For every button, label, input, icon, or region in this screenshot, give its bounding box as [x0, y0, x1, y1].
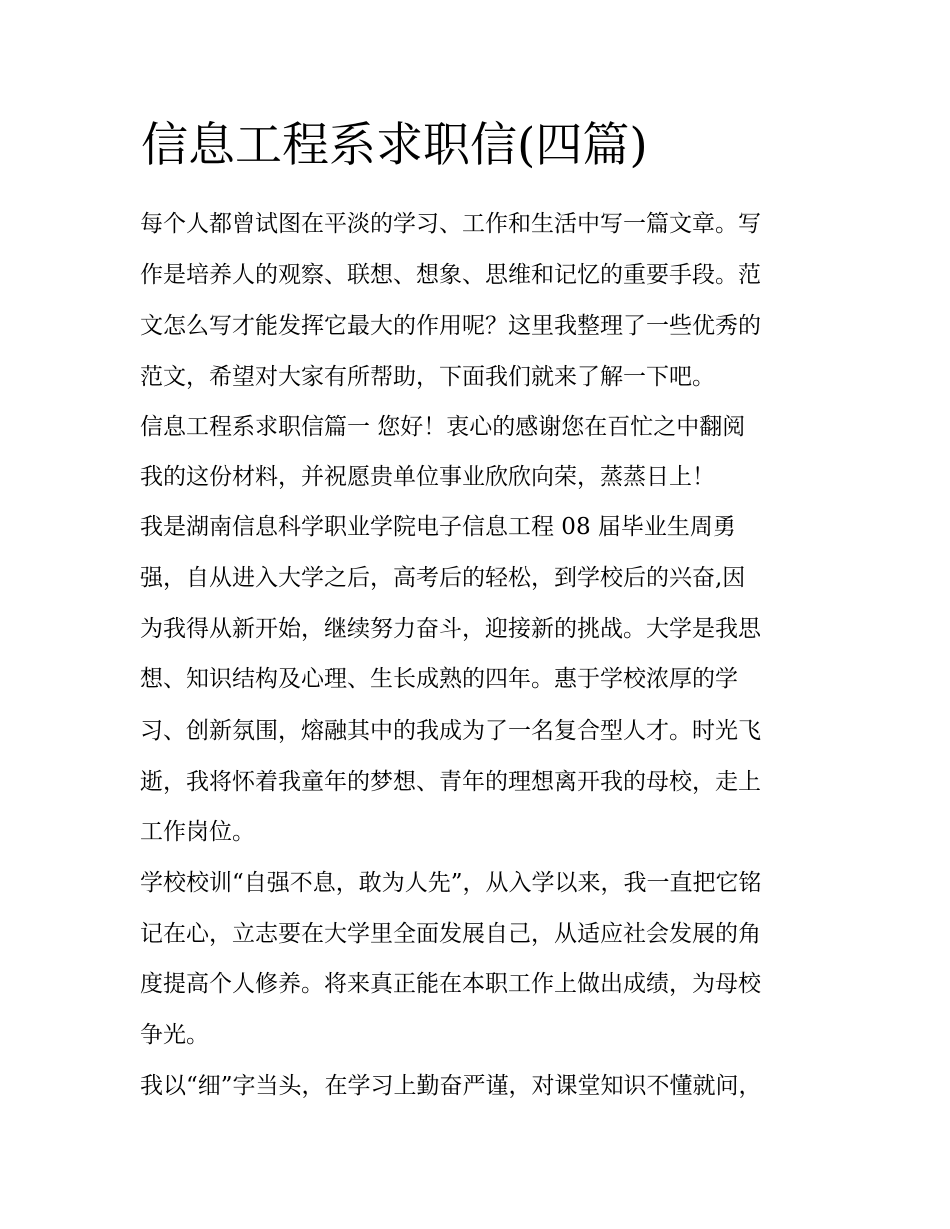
body-line: 度提高个人修养。将来真正能在本职工作上做出成绩，为母校: [140, 971, 761, 997]
document-title: 信息工程系求职信(四篇): [141, 118, 648, 173]
body-line: 我是湖南信息科学职业学院电子信息工程 08 届毕业生周勇: [140, 514, 736, 540]
body-line: 我的这份材料，并祝愿贵单位事业欣欣向荣，蒸蒸日上！: [140, 464, 715, 490]
body-line: 习、创新氛围，熔融其中的我成为了一名复合型人才。时光飞: [140, 718, 761, 744]
body-line: 争光。: [140, 1022, 209, 1048]
body-line: 工作岗位。: [140, 819, 255, 845]
body-line: 作是培养人的观察、联想、想象、思维和记忆的重要手段。范: [140, 262, 761, 288]
body-line: 强，自从进入大学之后，高考后的轻松，到学校后的兴奋,因: [140, 565, 746, 591]
body-line: 学校校训“自强不息，敢为人先”，从入学以来，我一直把它铭: [140, 870, 762, 896]
body-line: 每个人都曾试图在平淡的学习、工作和生活中写一篇文章。写: [140, 211, 761, 237]
body-line: 范文，希望对大家有所帮助，下面我们就来了解一下吧。: [140, 364, 715, 390]
body-line: 记在心，立志要在大学里全面发展自己，从适应社会发展的角: [140, 921, 761, 947]
body-line: 信息工程系求职信篇一 您好！衷心的感谢您在百忙之中翻阅: [140, 414, 746, 440]
body-line: 逝，我将怀着我童年的梦想、青年的理想离开我的母校，走上: [140, 769, 761, 795]
body-line: 文怎么写才能发挥它最大的作用呢？这里我整理了一些优秀的: [140, 313, 761, 339]
body-line: 为我得从新开始，继续努力奋斗，迎接新的挑战。大学是我思: [140, 616, 761, 642]
body-line: 我以“细”字当头，在学习上勤奋严谨，对课堂知识不懂就问，: [140, 1073, 762, 1099]
body-line: 想、知识结构及心理、生长成熟的四年。惠于学校浓厚的学: [140, 666, 738, 692]
